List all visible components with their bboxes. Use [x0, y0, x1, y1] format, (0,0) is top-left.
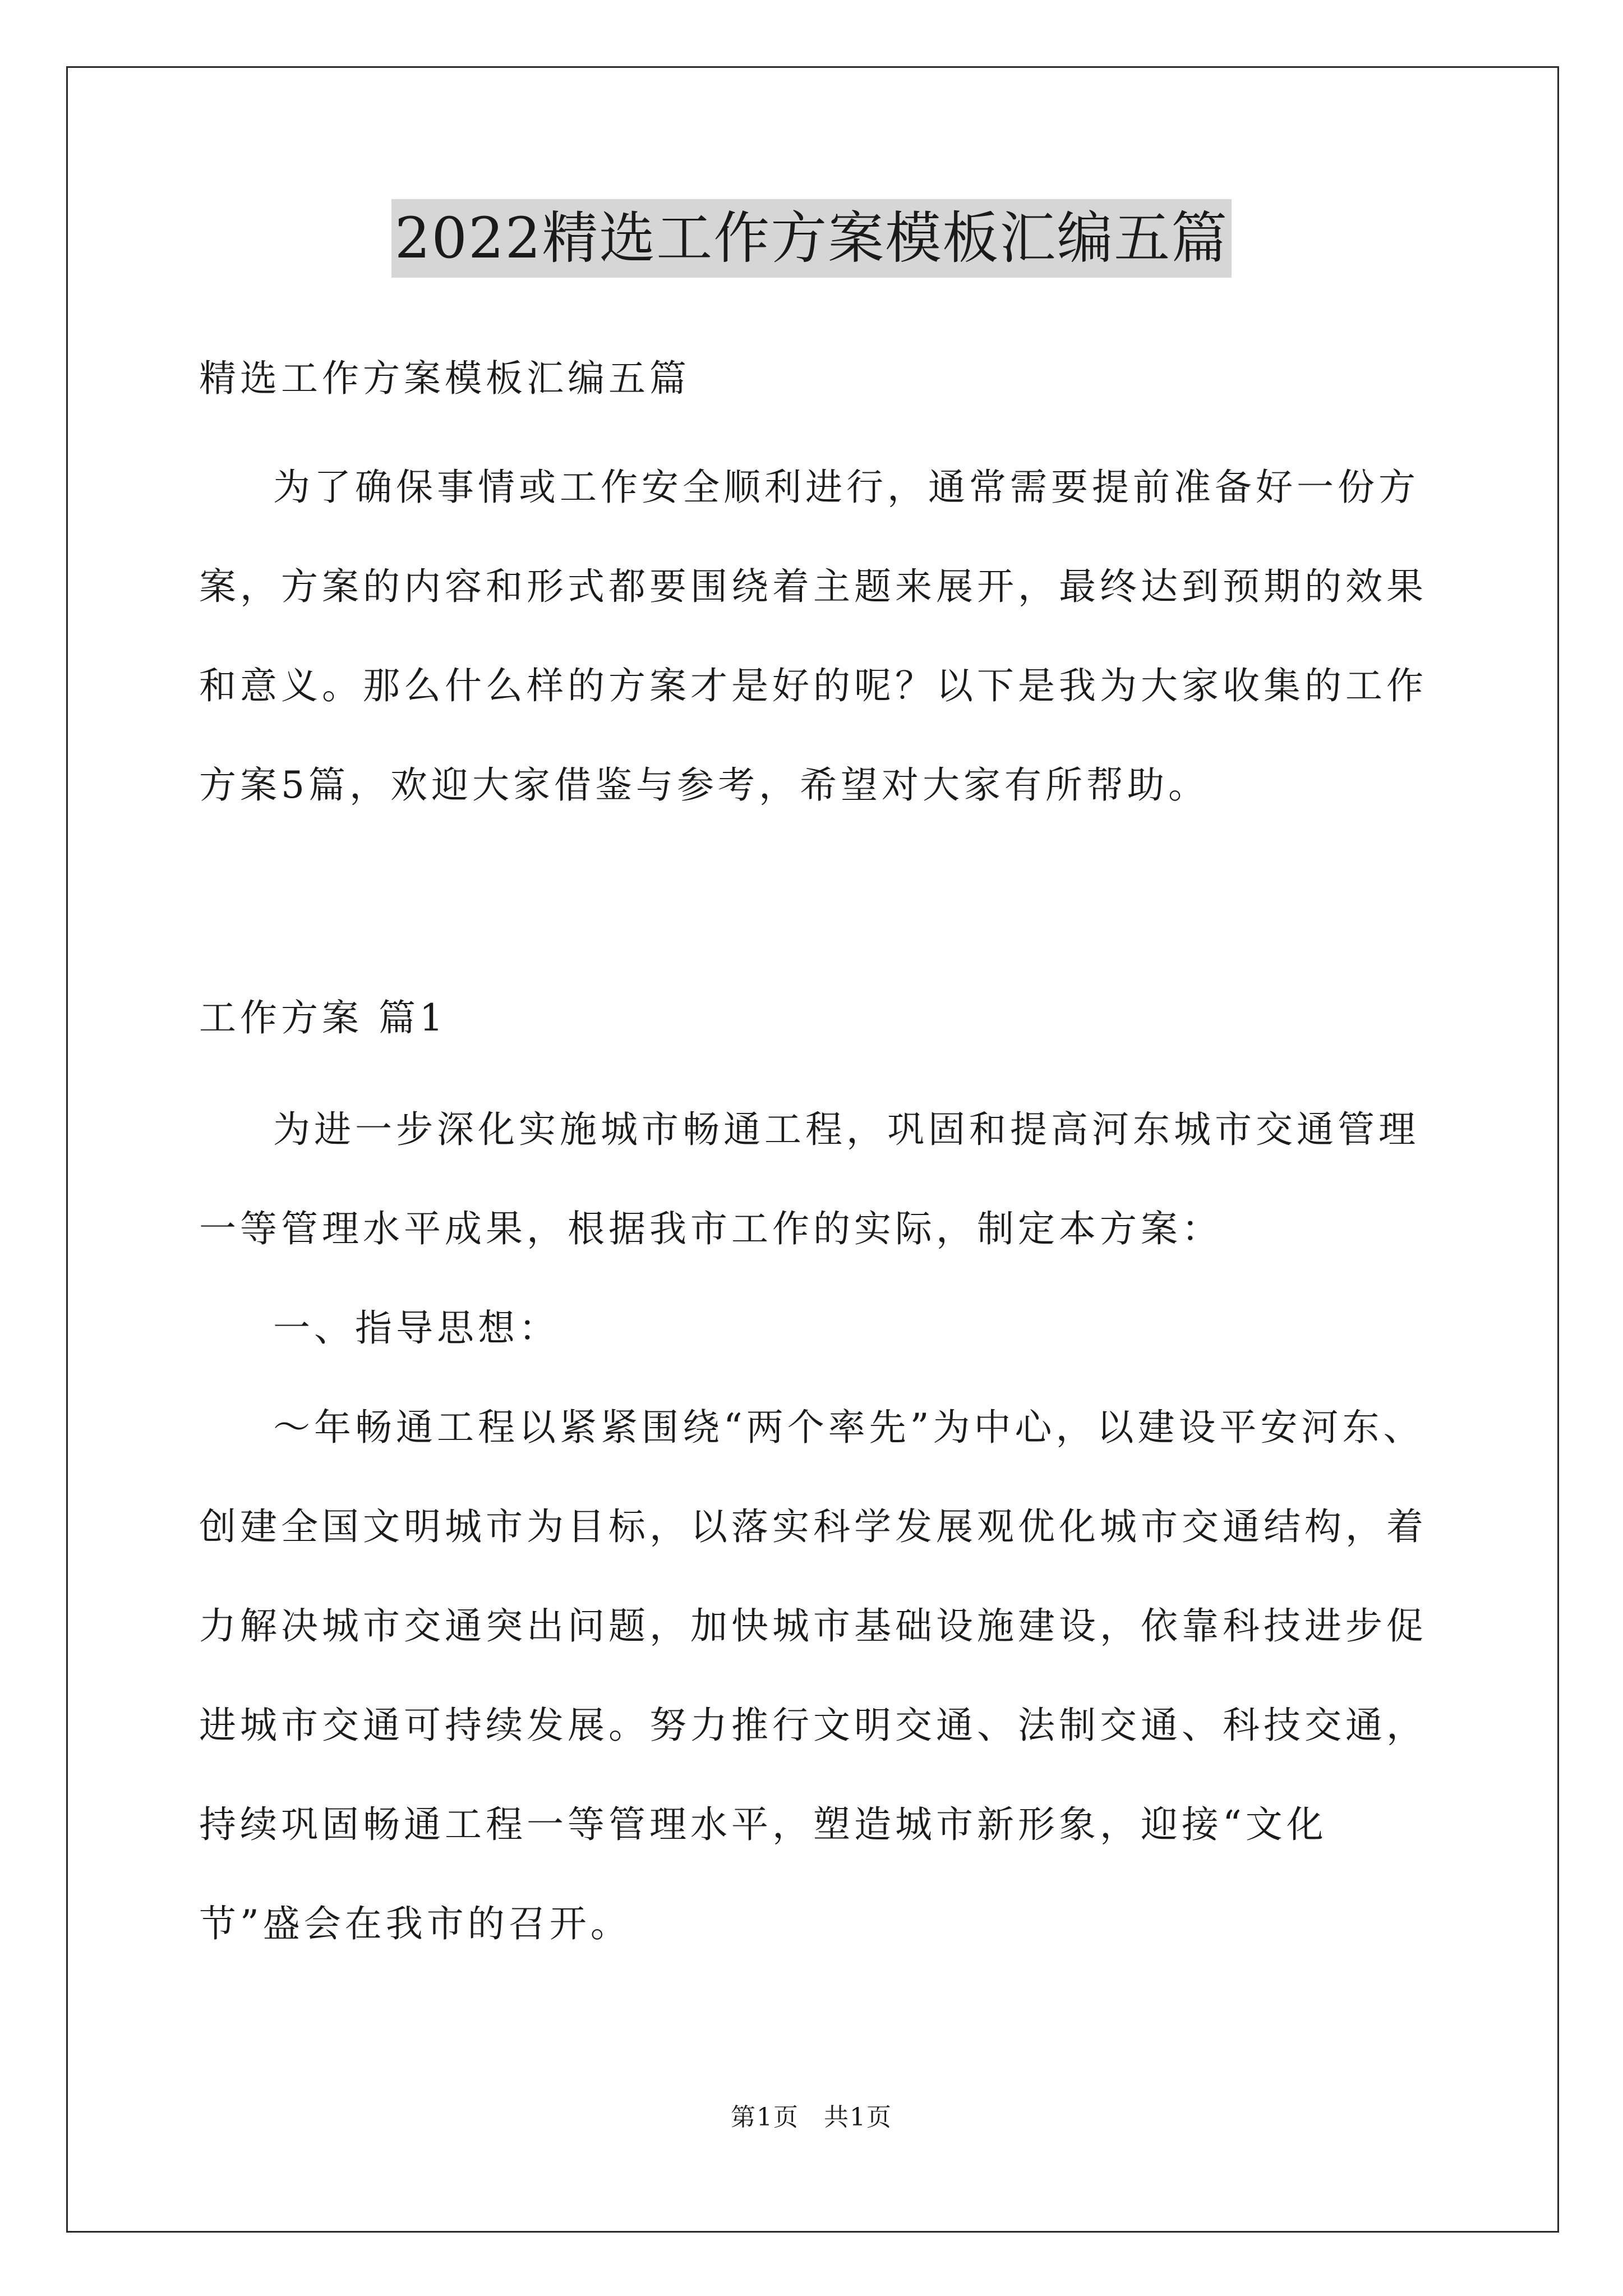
section-heading: 工作方案 篇1 [199, 996, 447, 1039]
body-paragraph: 为进一步深化实施城市畅通工程，巩固和提高河东城市交通管理一等管理水平成果，根据我市工作的实际，制定本方案： [199, 1108, 1419, 1250]
intro-paragraph: 为了确保事情或工作安全顺利进行，通常需要提前准备好一份方案，方案的内容和形式都要围绕着主题来展开，最终达到预期的效果和意义。那么什么样的方案才是好的呢？以下是我为大家收集的工作方案5篇，欢迎大家借鉴与参考，希望对大家有所帮助。 [199, 466, 1427, 807]
intro-section [199, 438, 1430, 835]
page-footer [0, 2101, 1623, 2134]
document-title: 2022精选工作方案模板汇编五篇 [391, 199, 1232, 278]
body-paragraph: 一、指导思想： [273, 1306, 560, 1350]
page-total: 共1页 [824, 2103, 892, 2132]
body-section [199, 1080, 1430, 1973]
document-subtitle: 精选工作方案模板汇编五篇 [199, 357, 690, 400]
title-area [0, 199, 1623, 278]
body-paragraph: ～年畅通工程以紧紧围绕“两个率先”为中心，以建设平安河东、创建全国文明城市为目标，以落实科学发展观优化城市交通结构，着力解决城市交通突出问题，加快城市基础设施建设，依靠科技进步促进城市交通可持续发展。努力推行文明交通、法制交通、科技交通，持续巩固畅通工程一等管理水平，塑造城市新形象，迎接“文化节”盛会在我市的召开。 [199, 1406, 1427, 1945]
page-number: 第1页 [731, 2103, 799, 2132]
